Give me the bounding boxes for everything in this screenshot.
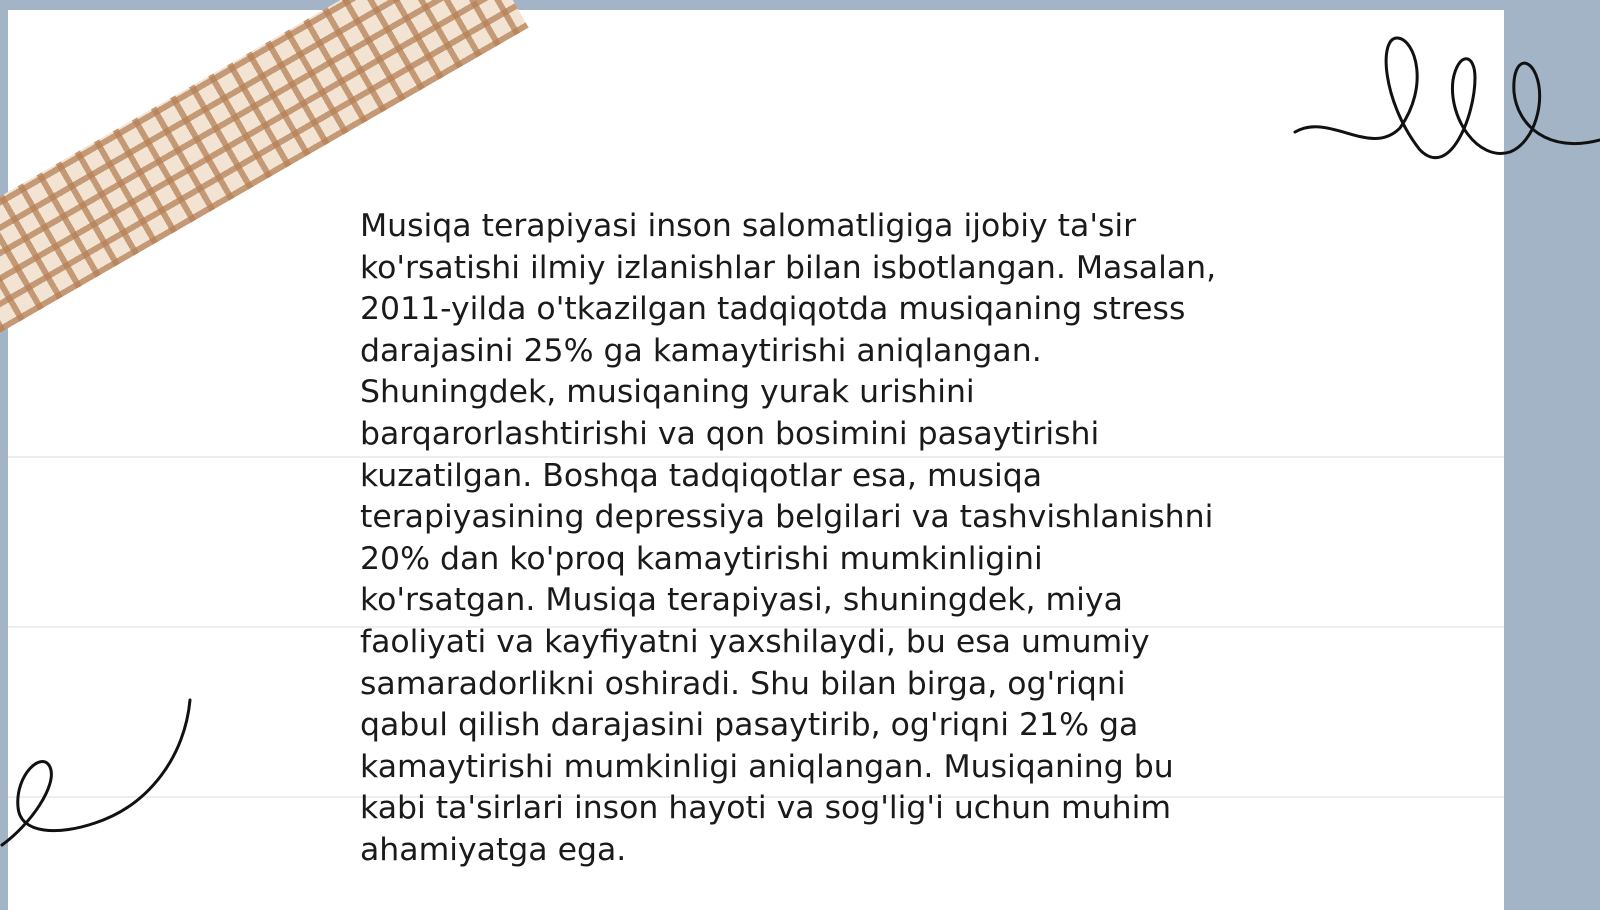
body-text: Musiqa terapiyasi inson salomatligiga ijobiy ta'sir ko'rsatishi ilmiy izlanishlar bilan isbotlangan. Masalan, 2011-yilda o'tkazilgan tadqiqotda musiqaning stress darajasini 25% ga kamaytirishi aniqlangan. Shuningdek, musiqaning yurak urishini barqarorlashtirishi va qon bosimini pasaytirishi kuzatilgan. Boshqa tadqiqotlar esa, musiqa terapiyasining depressiya belgilari va tashvishlanishni 20% dan ko'proq kamaytirishi mumkinligini ko'rsatgan. Musiqa terapiyasi, shuningdek, miya faoliyati va kayfiyatni yaxshilaydi, bu esa umumiy samaradorlikni oshiradi. Shu bilan birga, og'riqni qabul qilish darajasini pasaytirib, og'riqni 21% ga kamaytirishi mumkinligi aniqlangan. Musiqaning bu kabi ta'sirlari inson hayoti va sog'lig'i uchun muhim ahamiyatga ega.: [360, 208, 1217, 868]
curl-squiggle-icon: [0, 695, 205, 850]
loop-squiggle-icon: [1290, 30, 1600, 170]
